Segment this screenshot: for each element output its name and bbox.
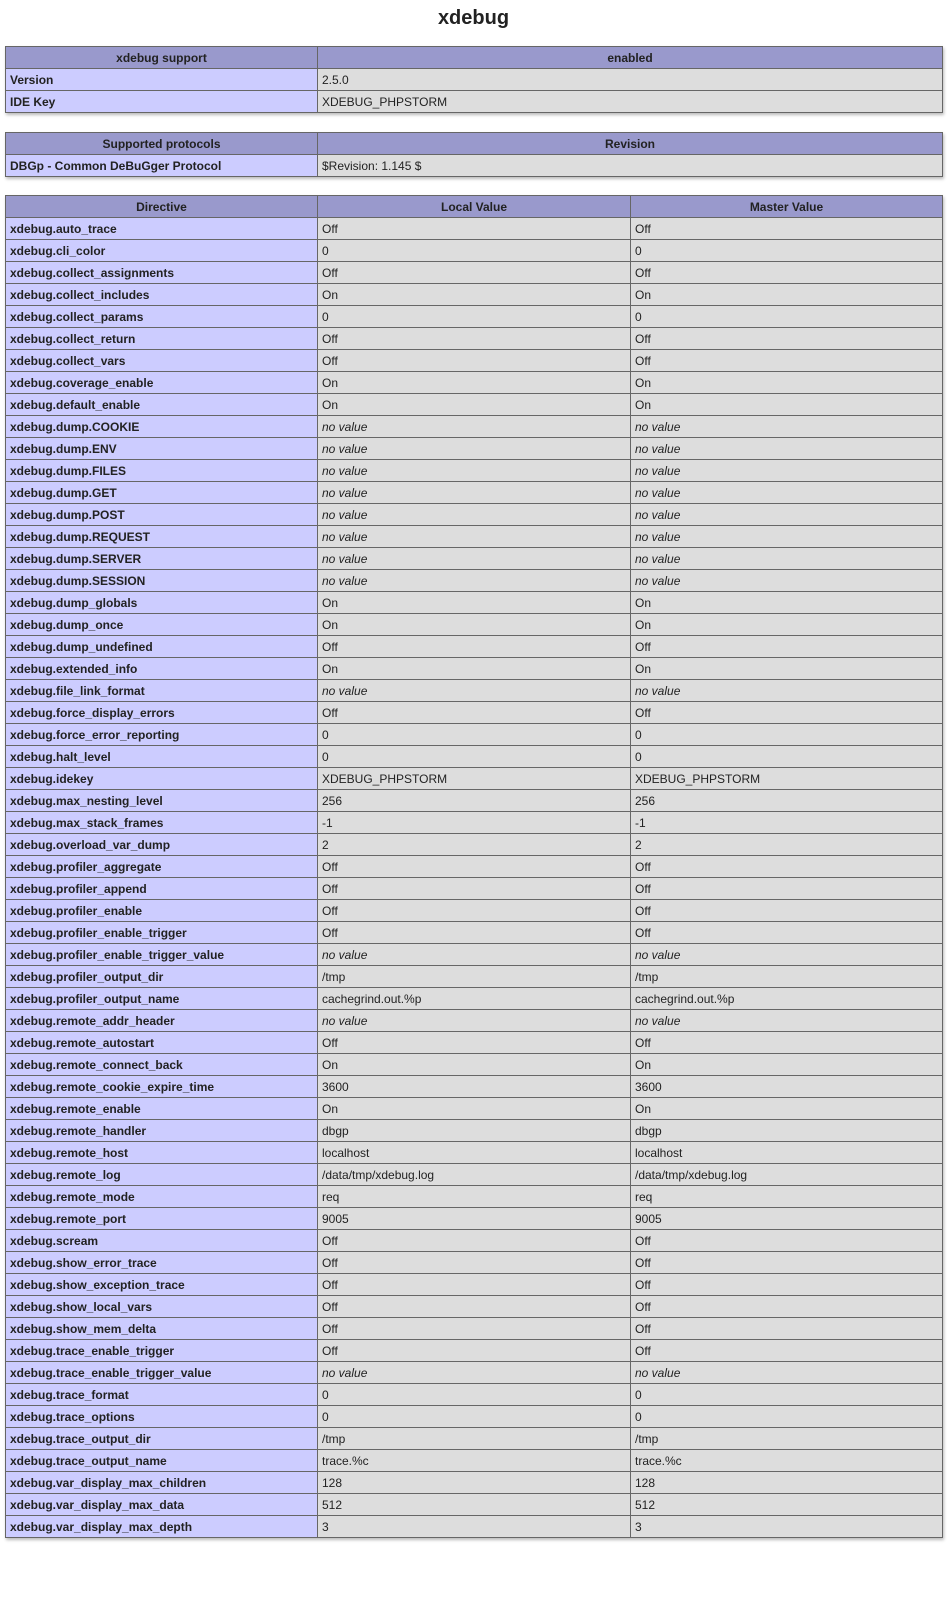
table-row <box>6 658 943 680</box>
local-value: no value <box>318 680 631 702</box>
master-value: no value <box>631 438 943 460</box>
table-row <box>6 1186 943 1208</box>
table-row <box>6 790 943 812</box>
table-row <box>6 416 943 438</box>
directive-name: xdebug.trace_format <box>6 1384 318 1406</box>
local-value: Off <box>318 350 631 372</box>
local-value: 0 <box>318 746 631 768</box>
master-value: 128 <box>631 1472 943 1494</box>
master-value: req <box>631 1186 943 1208</box>
local-value: On <box>318 614 631 636</box>
directive-name: xdebug.trace_options <box>6 1406 318 1428</box>
table-row <box>6 1120 943 1142</box>
directive-name: xdebug.profiler_aggregate <box>6 856 318 878</box>
table-row <box>6 614 943 636</box>
local-value: Off <box>318 878 631 900</box>
directive-name: xdebug.var_display_max_data <box>6 1494 318 1516</box>
row-value: 2.5.0 <box>318 69 943 91</box>
local-value: Off <box>318 328 631 350</box>
master-value: Off <box>631 262 943 284</box>
table-row <box>6 306 943 328</box>
local-value: no value <box>318 548 631 570</box>
local-value: Off <box>318 1296 631 1318</box>
master-value: Off <box>631 856 943 878</box>
master-value: /data/tmp/xdebug.log <box>631 1164 943 1186</box>
table-row <box>6 482 943 504</box>
column-header: enabled <box>318 47 943 69</box>
master-value: Off <box>631 900 943 922</box>
local-value: Off <box>318 1230 631 1252</box>
local-value: 0 <box>318 1406 631 1428</box>
local-value: Off <box>318 922 631 944</box>
directive-name: xdebug.trace_output_dir <box>6 1428 318 1450</box>
master-value: On <box>631 614 943 636</box>
local-value: 0 <box>318 724 631 746</box>
directive-name: xdebug.remote_enable <box>6 1098 318 1120</box>
master-value: no value <box>631 548 943 570</box>
directive-name: xdebug.show_error_trace <box>6 1252 318 1274</box>
directive-name: xdebug.overload_var_dump <box>6 834 318 856</box>
directive-name: xdebug.remote_host <box>6 1142 318 1164</box>
directive-name: xdebug.halt_level <box>6 746 318 768</box>
table-row <box>6 878 943 900</box>
local-value: no value <box>318 526 631 548</box>
table-row <box>6 69 943 91</box>
directive-name: xdebug.cli_color <box>6 240 318 262</box>
table-row <box>6 1472 943 1494</box>
table-row <box>6 680 943 702</box>
directive-name: xdebug.dump_globals <box>6 592 318 614</box>
table-row <box>6 900 943 922</box>
master-value: 0 <box>631 1406 943 1428</box>
master-value: 9005 <box>631 1208 943 1230</box>
master-value: 3 <box>631 1516 943 1538</box>
directive-name: xdebug.remote_connect_back <box>6 1054 318 1076</box>
local-value: Off <box>318 1032 631 1054</box>
table-row <box>6 1516 943 1538</box>
column-header: Master Value <box>631 196 943 218</box>
master-value: dbgp <box>631 1120 943 1142</box>
table-row <box>6 155 943 177</box>
master-value: no value <box>631 482 943 504</box>
table-row <box>6 1362 943 1384</box>
table-row <box>6 856 943 878</box>
directive-name: xdebug.remote_autostart <box>6 1032 318 1054</box>
master-value: Off <box>631 1340 943 1362</box>
directive-name: xdebug.remote_addr_header <box>6 1010 318 1032</box>
master-value: /tmp <box>631 966 943 988</box>
column-header: Local Value <box>318 196 631 218</box>
local-value: Off <box>318 1274 631 1296</box>
directive-name: xdebug.show_local_vars <box>6 1296 318 1318</box>
table-row <box>6 91 943 113</box>
directive-name: xdebug.dump.ENV <box>6 438 318 460</box>
supported-protocols-table <box>5 132 943 177</box>
table-row <box>6 1274 943 1296</box>
directive-name: xdebug.profiler_enable_trigger <box>6 922 318 944</box>
table-row <box>6 262 943 284</box>
directive-name: xdebug.dump.SESSION <box>6 570 318 592</box>
directive-name: xdebug.profiler_enable <box>6 900 318 922</box>
directive-name: xdebug.collect_vars <box>6 350 318 372</box>
master-value: no value <box>631 526 943 548</box>
local-value: 9005 <box>318 1208 631 1230</box>
table-row <box>6 570 943 592</box>
local-value: On <box>318 394 631 416</box>
master-value: no value <box>631 1362 943 1384</box>
table-row <box>6 1142 943 1164</box>
directive-name: xdebug.dump_once <box>6 614 318 636</box>
master-value: 0 <box>631 746 943 768</box>
master-value: Off <box>631 1318 943 1340</box>
local-value: 3 <box>318 1516 631 1538</box>
column-header: Directive <box>6 196 318 218</box>
master-value: Off <box>631 1252 943 1274</box>
table-row <box>6 702 943 724</box>
directive-name: xdebug.dump.GET <box>6 482 318 504</box>
xdebug-support-table <box>5 46 943 113</box>
master-value: 3600 <box>631 1076 943 1098</box>
master-value: Off <box>631 1296 943 1318</box>
page-title: xdebug <box>437 7 510 29</box>
master-value: 2 <box>631 834 943 856</box>
table-row <box>6 1098 943 1120</box>
directive-name: xdebug.remote_log <box>6 1164 318 1186</box>
table-row <box>6 812 943 834</box>
master-value: On <box>631 592 943 614</box>
table-row <box>6 1054 943 1076</box>
local-value: no value <box>318 482 631 504</box>
master-value: On <box>631 658 943 680</box>
master-value: 0 <box>631 724 943 746</box>
directive-name: xdebug.force_display_errors <box>6 702 318 724</box>
row-label: IDE Key <box>6 91 318 113</box>
directive-name: xdebug.trace_output_name <box>6 1450 318 1472</box>
table-row <box>6 1406 943 1428</box>
local-value: no value <box>318 438 631 460</box>
master-value: On <box>631 1098 943 1120</box>
table-row <box>6 592 943 614</box>
table-row <box>6 526 943 548</box>
column-header: Supported protocols <box>6 133 318 155</box>
table-header-row <box>6 47 943 69</box>
directives-table <box>5 195 943 1538</box>
directive-name: xdebug.show_mem_delta <box>6 1318 318 1340</box>
master-value: XDEBUG_PHPSTORM <box>631 768 943 790</box>
local-value: Off <box>318 1340 631 1362</box>
directive-name: xdebug.extended_info <box>6 658 318 680</box>
table-row <box>6 1252 943 1274</box>
directive-name: xdebug.dump.SERVER <box>6 548 318 570</box>
master-value: 0 <box>631 1384 943 1406</box>
directive-name: xdebug.dump.FILES <box>6 460 318 482</box>
master-value: Off <box>631 1032 943 1054</box>
table-row <box>6 1296 943 1318</box>
directive-name: xdebug.max_stack_frames <box>6 812 318 834</box>
local-value: 2 <box>318 834 631 856</box>
directive-name: xdebug.profiler_append <box>6 878 318 900</box>
local-value: On <box>318 658 631 680</box>
local-value: 256 <box>318 790 631 812</box>
master-value: no value <box>631 944 943 966</box>
master-value: no value <box>631 1010 943 1032</box>
directive-name: xdebug.coverage_enable <box>6 372 318 394</box>
table-row <box>6 834 943 856</box>
table-header-row <box>6 133 943 155</box>
table-row <box>6 1428 943 1450</box>
directive-name: xdebug.force_error_reporting <box>6 724 318 746</box>
local-value: 0 <box>318 240 631 262</box>
master-value: On <box>631 372 943 394</box>
directive-name: xdebug.collect_return <box>6 328 318 350</box>
table-row <box>6 284 943 306</box>
local-value: no value <box>318 1362 631 1384</box>
table-row <box>6 1230 943 1252</box>
master-value: 0 <box>631 240 943 262</box>
master-value: no value <box>631 680 943 702</box>
directive-name: xdebug.trace_enable_trigger_value <box>6 1362 318 1384</box>
local-value: XDEBUG_PHPSTORM <box>318 768 631 790</box>
local-value: On <box>318 284 631 306</box>
master-value: On <box>631 394 943 416</box>
directive-name: xdebug.dump.COOKIE <box>6 416 318 438</box>
table-row <box>6 394 943 416</box>
master-value: Off <box>631 350 943 372</box>
column-header: xdebug support <box>6 47 318 69</box>
directive-name: xdebug.dump.POST <box>6 504 318 526</box>
local-value: 0 <box>318 306 631 328</box>
table-row <box>6 372 943 394</box>
local-value: req <box>318 1186 631 1208</box>
directive-name: xdebug.var_display_max_depth <box>6 1516 318 1538</box>
table-row <box>6 218 943 240</box>
table-row <box>6 1010 943 1032</box>
local-value: On <box>318 1098 631 1120</box>
table-row <box>6 1494 943 1516</box>
master-value: 512 <box>631 1494 943 1516</box>
local-value: 128 <box>318 1472 631 1494</box>
master-value: Off <box>631 1274 943 1296</box>
local-value: -1 <box>318 812 631 834</box>
directive-name: xdebug.show_exception_trace <box>6 1274 318 1296</box>
local-value: no value <box>318 460 631 482</box>
master-value: 0 <box>631 306 943 328</box>
table-row <box>6 1340 943 1362</box>
master-value: Off <box>631 636 943 658</box>
table-row <box>6 1164 943 1186</box>
master-value: Off <box>631 218 943 240</box>
local-value: Off <box>318 1318 631 1340</box>
directive-name: xdebug.dump.REQUEST <box>6 526 318 548</box>
local-value: /tmp <box>318 1428 631 1450</box>
directive-name: xdebug.profiler_output_dir <box>6 966 318 988</box>
directive-name: xdebug.auto_trace <box>6 218 318 240</box>
local-value: Off <box>318 636 631 658</box>
master-value: cachegrind.out.%p <box>631 988 943 1010</box>
directive-name: xdebug.default_enable <box>6 394 318 416</box>
directives-body <box>6 218 943 1538</box>
directive-name: xdebug.dump_undefined <box>6 636 318 658</box>
local-value: no value <box>318 504 631 526</box>
table-row <box>6 988 943 1010</box>
column-header: Revision <box>318 133 943 155</box>
master-value: On <box>631 1054 943 1076</box>
directive-name: xdebug.file_link_format <box>6 680 318 702</box>
local-value: 0 <box>318 1384 631 1406</box>
master-value: Off <box>631 702 943 724</box>
local-value: no value <box>318 1010 631 1032</box>
local-value: Off <box>318 856 631 878</box>
local-value: On <box>318 592 631 614</box>
table-row <box>6 1384 943 1406</box>
local-value: On <box>318 1054 631 1076</box>
master-value: no value <box>631 416 943 438</box>
directive-name: xdebug.collect_assignments <box>6 262 318 284</box>
master-value: 256 <box>631 790 943 812</box>
table-row <box>6 768 943 790</box>
local-value: /tmp <box>318 966 631 988</box>
row-value: $Revision: 1.145 $ <box>318 155 943 177</box>
local-value: Off <box>318 218 631 240</box>
master-value: On <box>631 284 943 306</box>
master-value: localhost <box>631 1142 943 1164</box>
directive-name: xdebug.remote_port <box>6 1208 318 1230</box>
local-value: Off <box>318 702 631 724</box>
local-value: cachegrind.out.%p <box>318 988 631 1010</box>
directive-name: xdebug.remote_mode <box>6 1186 318 1208</box>
table-row <box>6 1032 943 1054</box>
master-value: Off <box>631 1230 943 1252</box>
local-value: no value <box>318 570 631 592</box>
directive-name: xdebug.var_display_max_children <box>6 1472 318 1494</box>
local-value: /data/tmp/xdebug.log <box>318 1164 631 1186</box>
table-row <box>6 724 943 746</box>
directive-name: xdebug.collect_params <box>6 306 318 328</box>
local-value: Off <box>318 900 631 922</box>
table-row <box>6 922 943 944</box>
table-row <box>6 1450 943 1472</box>
directive-name: xdebug.profiler_output_name <box>6 988 318 1010</box>
local-value: dbgp <box>318 1120 631 1142</box>
directive-name: xdebug.profiler_enable_trigger_value <box>6 944 318 966</box>
master-value: /tmp <box>631 1428 943 1450</box>
local-value: trace.%c <box>318 1450 631 1472</box>
table-row <box>6 1208 943 1230</box>
master-value: Off <box>631 878 943 900</box>
table-row <box>6 548 943 570</box>
local-value: localhost <box>318 1142 631 1164</box>
row-value: XDEBUG_PHPSTORM <box>318 91 943 113</box>
table-row <box>6 966 943 988</box>
directive-name: xdebug.remote_cookie_expire_time <box>6 1076 318 1098</box>
directive-name: xdebug.max_nesting_level <box>6 790 318 812</box>
master-value: no value <box>631 460 943 482</box>
master-value: -1 <box>631 812 943 834</box>
table-row <box>6 328 943 350</box>
table-row <box>6 504 943 526</box>
master-value: no value <box>631 504 943 526</box>
master-value: trace.%c <box>631 1450 943 1472</box>
master-value: Off <box>631 328 943 350</box>
directive-name: xdebug.remote_handler <box>6 1120 318 1142</box>
master-value: Off <box>631 922 943 944</box>
local-value: no value <box>318 944 631 966</box>
local-value: 3600 <box>318 1076 631 1098</box>
master-value: no value <box>631 570 943 592</box>
table-row <box>6 460 943 482</box>
table-row <box>6 350 943 372</box>
local-value: Off <box>318 1252 631 1274</box>
table-row <box>6 944 943 966</box>
local-value: Off <box>318 262 631 284</box>
local-value: 512 <box>318 1494 631 1516</box>
local-value: no value <box>318 416 631 438</box>
table-row <box>6 240 943 262</box>
row-label: DBGp - Common DeBuGger Protocol <box>6 155 318 177</box>
table-row <box>6 1318 943 1340</box>
table-row <box>6 636 943 658</box>
local-value: On <box>318 372 631 394</box>
table-row <box>6 746 943 768</box>
directive-name: xdebug.collect_includes <box>6 284 318 306</box>
table-row <box>6 438 943 460</box>
directive-name: xdebug.trace_enable_trigger <box>6 1340 318 1362</box>
directive-name: xdebug.scream <box>6 1230 318 1252</box>
table-row <box>6 1076 943 1098</box>
directive-name: xdebug.idekey <box>6 768 318 790</box>
table-header-row <box>6 196 943 218</box>
row-label: Version <box>6 69 318 91</box>
